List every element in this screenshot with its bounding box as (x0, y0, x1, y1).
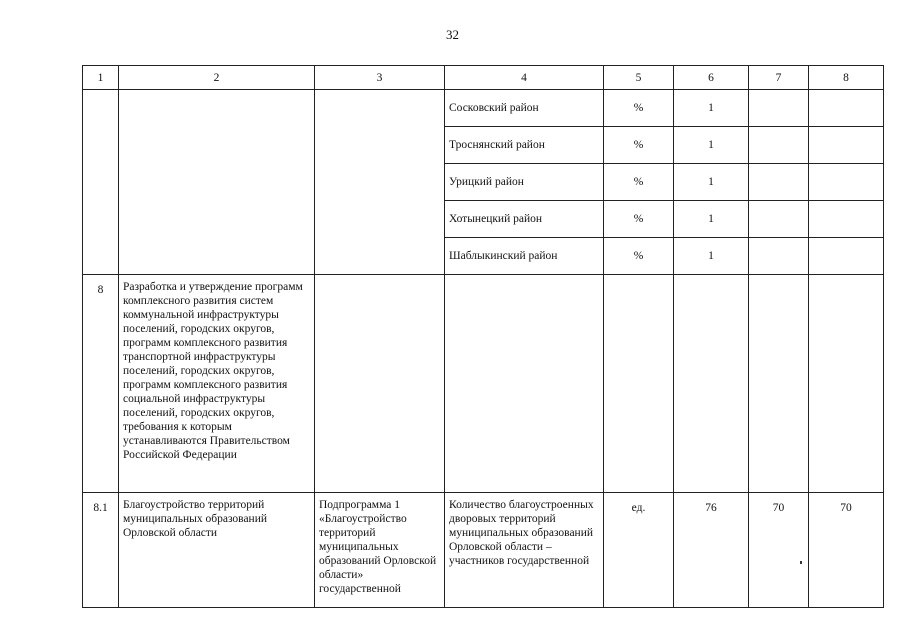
value-cell: 1 (674, 238, 749, 275)
unit-cell: ед. (604, 493, 674, 608)
table-row-8 (83, 275, 884, 493)
value-cell: 1 (674, 127, 749, 164)
empty-cell (83, 90, 119, 275)
value-cell: 70 (809, 493, 884, 608)
unit-cell: % (604, 164, 674, 201)
empty-cell (809, 127, 884, 164)
empty-cell (604, 275, 674, 493)
header-cell: 8 (809, 66, 884, 90)
empty-cell (749, 201, 809, 238)
empty-cell (119, 90, 315, 275)
value-cell: 76 (674, 493, 749, 608)
header-cell: 2 (119, 66, 315, 90)
empty-cell (809, 90, 884, 127)
empty-cell (749, 164, 809, 201)
empty-cell (315, 275, 445, 493)
empty-cell (809, 164, 884, 201)
header-cell: 4 (445, 66, 604, 90)
page-number: 32 (446, 27, 459, 42)
subprogram-cell: Подпрограмма 1 «Благоустройство территорий муниципальных образований Орловской области» государственной (315, 493, 445, 608)
value-cell: 1 (674, 164, 749, 201)
ink-dot (800, 561, 802, 564)
row-number: 8.1 (83, 493, 119, 608)
empty-cell (749, 238, 809, 275)
district-row (83, 90, 884, 127)
row-description: Благоустройство территорий муниципальных образований Орловской области (119, 493, 315, 608)
row-number: 8 (83, 275, 119, 493)
value-cell: 1 (674, 90, 749, 127)
unit-cell: % (604, 127, 674, 164)
district-name: Сосковский район (445, 90, 604, 127)
value-cell: 1 (674, 201, 749, 238)
header-row (83, 66, 884, 90)
empty-cell (749, 90, 809, 127)
district-name: Урицкий район (445, 164, 604, 201)
header-cell: 5 (604, 66, 674, 90)
empty-cell (749, 275, 809, 493)
indicator-cell: Количество благоустроенных дворовых территорий муниципальных образований Орловской области – участников государственной (445, 493, 604, 608)
empty-cell (749, 127, 809, 164)
indicator-table (82, 65, 884, 608)
unit-cell: % (604, 238, 674, 275)
district-name: Хотынецкий район (445, 201, 604, 238)
empty-cell (809, 275, 884, 493)
header-cell: 6 (674, 66, 749, 90)
district-name: Шаблыкинский район (445, 238, 604, 275)
empty-cell (809, 238, 884, 275)
header-cell: 3 (315, 66, 445, 90)
unit-cell: % (604, 201, 674, 238)
value-cell: 70 (749, 493, 809, 608)
table-row-8-1 (83, 493, 884, 608)
empty-cell (445, 275, 604, 493)
empty-cell (315, 90, 445, 275)
row-description: Разработка и утверждение программ комплексного развития систем коммунальной инфраструктуры поселений, городских округов, программ комплексного развития транспортной инфраструктуры поселений, городских округов, программ комплексного развития социальной инфраструктуры поселений, городских округов, требования к которым устанавливаются Правительством Российской Федерации (119, 275, 315, 493)
header-cell: 7 (749, 66, 809, 90)
header-cell: 1 (83, 66, 119, 90)
empty-cell (809, 201, 884, 238)
district-name: Троснянский район (445, 127, 604, 164)
unit-cell: % (604, 90, 674, 127)
empty-cell (674, 275, 749, 493)
